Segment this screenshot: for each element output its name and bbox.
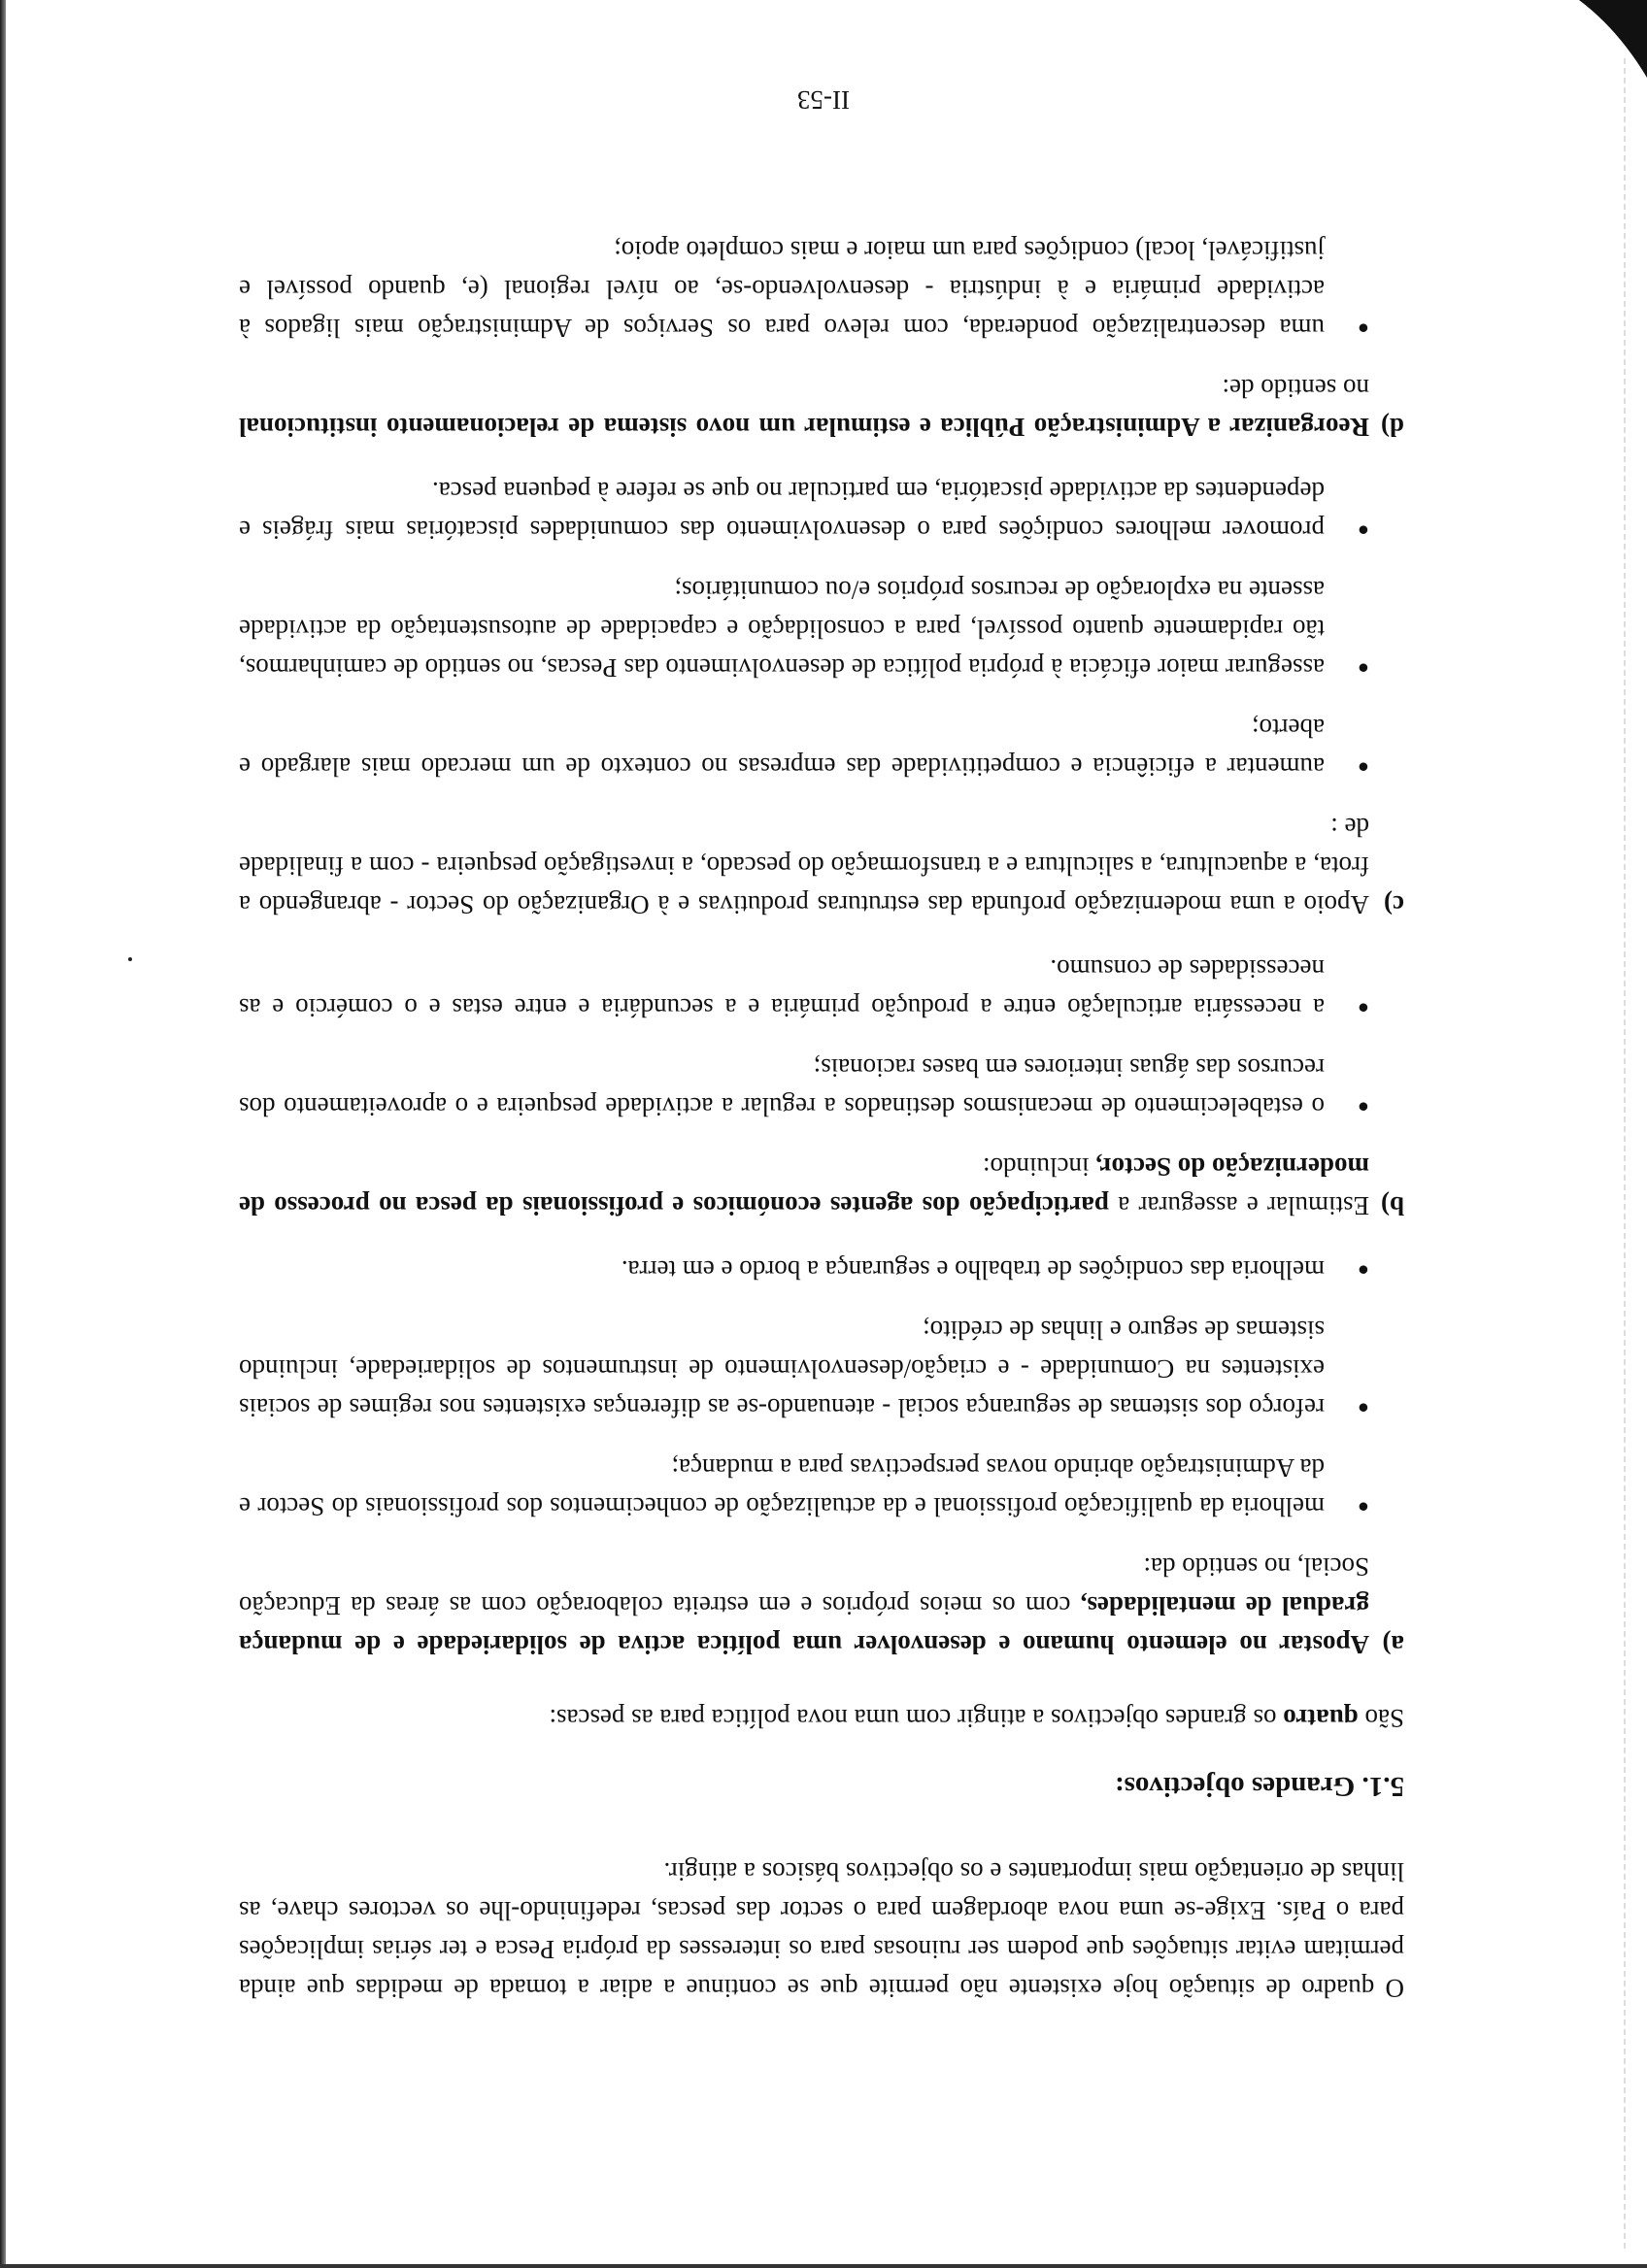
objective-heading	[239, 369, 1404, 447]
list-item-text: uma descentralização ponderada, com relevo para os Serviços de Administração mais ligados à actividade primária e à indústria - desenvolvendo-se, ao nível regional (e, quando possível e justificável, local) condições para um maior e mais completo apoio;	[239, 236, 1325, 343]
list-item	[239, 1049, 1369, 1126]
objective-letter: b)	[1380, 1191, 1404, 1220]
objective-heading	[239, 1148, 1404, 1225]
objective-b	[239, 950, 1404, 1225]
list-item	[239, 472, 1369, 550]
objective-heading	[239, 1548, 1404, 1664]
objective-c	[239, 472, 1404, 924]
objective-bullet-list	[239, 950, 1404, 1126]
list-item-text: promover melhores condições para o desenvolvimento das comunidades piscatórias mais frágeis e dependentes da actividade piscatória, em particular no que se refere à pequena pesca.	[239, 477, 1325, 545]
bullet-icon: ●	[1357, 1397, 1369, 1418]
objective-pre-text: Estimular e assegurar a	[1108, 1191, 1369, 1220]
list-item-text: aumentar a eficiência e competitividade das empresas no contexto de um mercado mais alargado e aberto;	[239, 714, 1325, 782]
lead-before: São	[1358, 1704, 1404, 1733]
objective-letter: d)	[1380, 413, 1404, 442]
objective-bullet-list	[239, 1251, 1404, 1526]
objective-bold-text: Reorganizar a Administração Pública e estimular um novo sistema de relacionamento institucional	[239, 413, 1369, 442]
objective-heading-text	[239, 1548, 1369, 1664]
list-item	[239, 1251, 1369, 1289]
bullet-icon: ●	[1357, 1259, 1369, 1281]
objective-bold-text: participação dos agentes económicos e profissionais da pesca no processo de modernização do Sector,	[238, 1152, 1369, 1220]
objective-letter: c)	[1384, 890, 1404, 919]
bullet-icon: ●	[1357, 1096, 1369, 1117]
list-item	[239, 571, 1369, 687]
objective-letter: a)	[1382, 1630, 1404, 1659]
list-item	[239, 1311, 1369, 1427]
list-item-text: o estabelecimento de mecanismos destinados a regular a actividade pesqueira e o aproveitamento dos recursos das águas interiores em bases racionais;	[239, 1053, 1325, 1121]
objective-heading-text	[239, 369, 1369, 447]
objective-a	[239, 1251, 1404, 1664]
objective-heading-text	[239, 1148, 1369, 1225]
bullet-icon: ●	[1357, 519, 1369, 541]
objective-bullet-list	[239, 472, 1404, 786]
objective-bold-text: Apostar no elemento humano e desenvolver uma política activa de solidariedade e de mudança gradual de mentalidades,	[239, 1591, 1369, 1659]
objective-heading-text: Apoio a uma modernização profunda das estruturas produtivas e à Organização do Sector - abrangendo a frota, a aquacultura, a salicultura e a transformação do pescado, a investigação pesqueira - com a finalidade de :	[239, 813, 1369, 919]
bullet-icon: ●	[1357, 997, 1369, 1018]
bullet-icon: ●	[1357, 756, 1369, 778]
objective-text: com os meios próprios e em estreita colaboração com as áreas da Educação Social, no sentido da:	[238, 1552, 1369, 1620]
list-item-text: reforço dos sistemas de segurança social - atenuando-se as diferenças existentes nos regimes de sociais existentes na Comunidade - e criação/desenvolvimento de instrumentos de solidariedade, incluindo sistemas de seguro e linhas de crédito;	[239, 1316, 1325, 1422]
list-item-text: melhoria das condições de trabalho e segurança a bordo e em terra.	[621, 1255, 1325, 1284]
page-content	[239, 206, 1404, 2008]
objective-text: no sentido de:	[1222, 374, 1369, 403]
list-item	[239, 1449, 1369, 1526]
section-heading: 5.1. Grandes objectivos:	[1114, 1771, 1404, 1802]
lead-paragraph	[239, 1699, 1404, 1738]
list-item-text: assegurar maior eficácia à própria política de desenvolvimento das Pescas, no sentido de caminharmos, tão rapidamente quanto possível, para a consolidação e capacidade de autosustentação da actividade assente na exploração de recursos próprios e/ou comunitários;	[239, 576, 1325, 683]
objective-text: incluindo:	[983, 1152, 1096, 1182]
lead-bold: quatro	[1283, 1704, 1359, 1733]
list-item-text: a necessária articulação entre a produção primária e a secundária e entre estas e o comércio e as necessidades de consumo.	[239, 954, 1325, 1022]
list-item-text: melhoria da qualificação profissional e da actualização de conhecimentos dos profissionais do Sector e da Administração abrindo novas perspectivas para a mudança;	[239, 1453, 1325, 1521]
intro-paragraph: O quadro de situação hoje existente não permite que se continue a adiar a tomada de medidas que ainda permitam evitar situações que podem ser ruinosas para os interesses da própria Pesca e ter sérias implicações para o País. Exige-se uma nova abordagem para o sector das pescas, redefinindo-lhe os vectores chave, as linhas de orientação mais importantes e os objectivos básicos a atingir.	[239, 1857, 1404, 2003]
list-item	[239, 231, 1369, 348]
bullet-icon: ●	[1357, 1496, 1369, 1518]
bullet-icon: ●	[1357, 317, 1369, 339]
lead-after: os grandes objectivos a atingir com uma nova política para as pescas:	[549, 1704, 1284, 1733]
list-item	[239, 950, 1369, 1027]
page-number: II-53	[797, 85, 850, 115]
objective-d	[239, 231, 1404, 447]
objective-bullet-list	[239, 231, 1404, 348]
bullet-icon: ●	[1357, 657, 1369, 679]
list-item	[239, 709, 1369, 786]
objective-heading	[239, 808, 1404, 924]
